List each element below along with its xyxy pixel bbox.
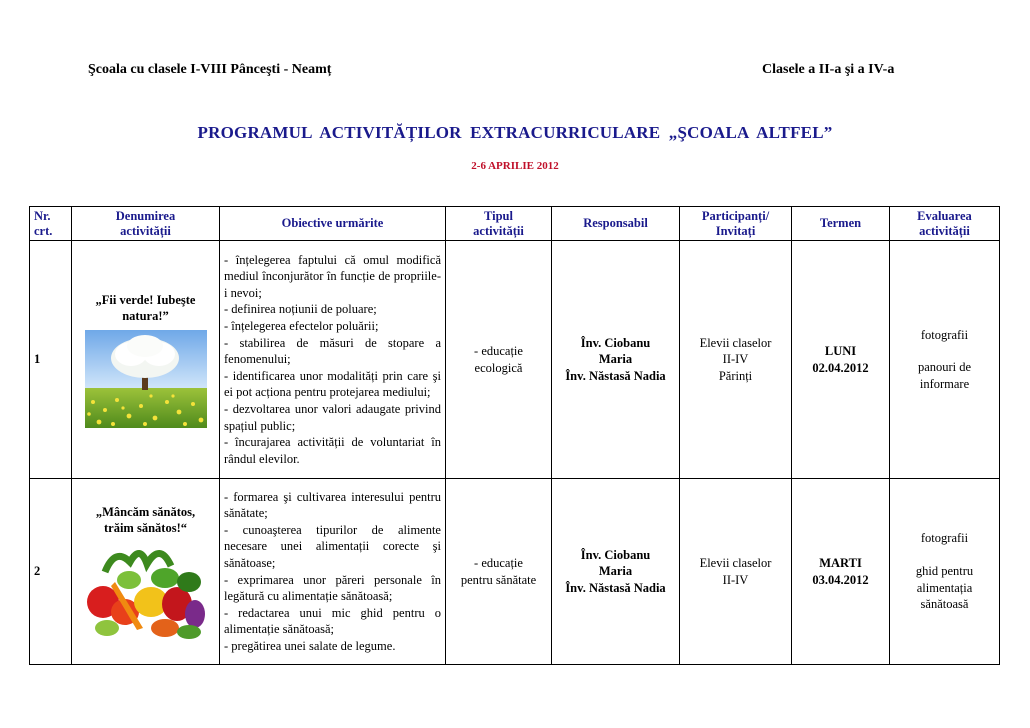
header-nr: Nr. crt. <box>30 207 72 241</box>
row-number: 2 <box>30 479 72 665</box>
header-activity-type: Tipul activității <box>446 207 552 241</box>
evaluation-cell: fotografii ghid pentru alimentația sănătoasă <box>890 479 1000 665</box>
table-row <box>30 479 1000 665</box>
row-number: 1 <box>30 241 72 479</box>
date-range: 2-6 APRILIE 2012 <box>471 160 559 172</box>
table-header-row <box>30 207 1000 241</box>
participants-cell: Elevii claselor II-IV <box>680 479 792 665</box>
responsible-cell: Înv. Ciobanu Maria Înv. Năstasă Nadia <box>552 479 680 665</box>
activity-name-line: natura!” <box>122 308 169 323</box>
activity-type-cell: - educație pentru sănătate <box>446 479 552 665</box>
participants-cell: Elevii claselor II-IV Părinți <box>680 241 792 479</box>
objective-item: - definirea noțiunii de poluare; <box>224 302 377 317</box>
evaluation-cell: fotografii panouri de informare <box>890 241 1000 479</box>
objective-item: - înțelegerea faptului că omul modifică mediul înconjurător în funcție de propriile-i nevoi; <box>224 252 441 300</box>
objective-item: - exprimarea unor păreri personale în legătură cu alimentație sănătoasă; <box>224 572 441 604</box>
objective-item: - cunoaşterea tipurilor de alimente necesare unei alimentații corecte şi sănătoase; <box>224 522 441 570</box>
objective-item: - identificarea unor modalități prin care şi ei pot acționa pentru protejarea mediului; <box>224 368 441 400</box>
activity-name-cell <box>72 479 220 665</box>
objective-item: - stabilirea de măsuri de stopare a fenomenului; <box>224 335 441 367</box>
activity-name-line: „Mâncăm sănătos, <box>95 504 196 519</box>
objective-item: - încurajarea activității de voluntariat în rândul elevilor. <box>224 435 441 466</box>
header-term: Termen <box>792 207 890 241</box>
objective-item: - dezvoltarea unor valori adaugate privind spațiul public; <box>224 401 441 433</box>
header-activity-name: Denumirea activității <box>72 207 220 241</box>
activity-type-cell: - educație ecologică <box>446 241 552 479</box>
page-title: PROGRAMUL ACTIVITĂȚILOR EXTRACURRICULARE „ŞCOALA ALTFEL” <box>197 123 833 142</box>
objectives-cell <box>220 241 446 479</box>
objective-item: - înțelegerea efectelor poluării; <box>224 319 379 334</box>
tree-meadow-photo-icon <box>85 330 207 428</box>
header-responsible: Responsabil <box>552 207 680 241</box>
term-cell: MARTI 03.04.2012 <box>792 479 890 665</box>
header-objectives: Obiective urmărite <box>220 207 446 241</box>
activity-name-cell <box>72 241 220 479</box>
activities-table <box>29 206 1000 665</box>
term-cell: LUNI 02.04.2012 <box>792 241 890 479</box>
header-participants: Participanți/ Invitați <box>680 207 792 241</box>
objectives-cell <box>220 479 446 665</box>
vegetables-photo-icon <box>85 542 207 640</box>
header-evaluation: Evaluarea activității <box>890 207 1000 241</box>
objective-item: - formarea şi cultivarea interesului pentru sănătate; <box>224 489 441 521</box>
responsible-cell: Înv. Ciobanu Maria Înv. Năstasă Nadia <box>552 241 680 479</box>
objective-item: - redactarea unui mic ghid pentru o alimentație sănătoasă; <box>224 605 441 637</box>
objective-item: - pregătirea unei salate de legume. <box>224 638 396 653</box>
activity-name-line: „Fii verde! Iubeşte <box>95 292 196 307</box>
table-row <box>30 241 1000 479</box>
school-name: Şcoala cu clasele I-VIII Pânceşti - Neamț <box>88 62 332 77</box>
activity-name-line: trăim sănătos!“ <box>104 520 187 535</box>
classes-label: Clasele a II-a şi a IV-a <box>762 62 895 77</box>
